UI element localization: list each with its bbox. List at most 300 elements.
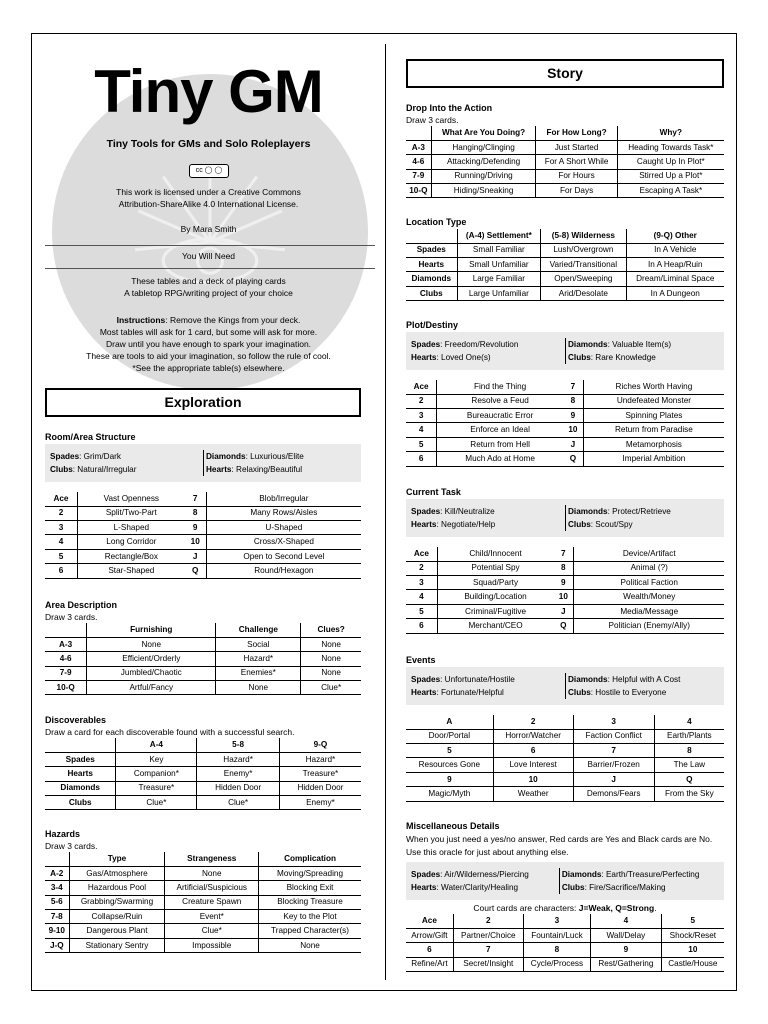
table-row <box>406 380 724 394</box>
table-row <box>45 549 361 563</box>
grid-cell: Fountain/Luck <box>523 928 590 942</box>
table-cell: Criminal/Fugitive <box>437 604 553 618</box>
table-cell: Heading Towards Task* <box>617 140 724 154</box>
grid-cell: Earth/Plants <box>654 729 724 743</box>
section-note: Draw 3 cards. <box>406 114 459 125</box>
room-structure-section <box>45 432 361 579</box>
table-cell: Spinning Plates <box>583 409 724 423</box>
table-cell: None <box>216 681 301 695</box>
row-key: 7 <box>563 380 583 394</box>
table-row <box>406 169 724 183</box>
table-cell: In A Dungeon <box>626 286 724 300</box>
table-cell: For Hours <box>536 169 617 183</box>
table-cell: Treasure* <box>279 767 361 781</box>
grid-cell: Arrow/Gift <box>406 928 453 942</box>
table-cell: Hidden Door <box>279 781 361 795</box>
table-cell: Return from Paradise <box>583 423 724 437</box>
grid-value-row <box>406 787 724 801</box>
area-description-section <box>45 600 361 695</box>
column-header: Complication <box>259 852 361 866</box>
table-row <box>45 781 361 795</box>
row-key: 4-6 <box>406 155 431 169</box>
table-cell: Companion* <box>116 767 197 781</box>
row-key: 7-9 <box>406 169 431 183</box>
table-row <box>45 938 361 952</box>
column-header: Why? <box>617 126 724 140</box>
table-row <box>45 535 361 549</box>
discoverables-section <box>45 715 361 810</box>
grid-cell: Shock/Reset <box>661 928 724 942</box>
table-cell: None <box>301 652 361 666</box>
table-cell: Stationary Sentry <box>69 938 165 952</box>
column-header: (A-4) Settlement* <box>457 229 541 243</box>
section-note: When you just need a yes/no answer, Red cards are Yes and Black cards are No. Use this oracle for just about anything else. <box>406 833 713 857</box>
card-key: 8 <box>654 744 724 758</box>
table-row <box>406 286 724 300</box>
table-cell: Hiding/Sneaking <box>431 184 536 198</box>
row-key: 10 <box>185 535 207 549</box>
table-cell: Stirred Up a Plot* <box>617 169 724 183</box>
table-cell: Dangerous Plant <box>69 924 165 938</box>
grid-cell: Love Interest <box>493 758 573 772</box>
row-key: 6 <box>406 619 437 633</box>
table-cell: U-Shaped <box>206 521 361 535</box>
need-heading: You Will Need <box>181 251 236 261</box>
card-key: 5 <box>661 914 724 928</box>
card-key: 5 <box>406 744 493 758</box>
table-cell: Impossible <box>165 938 259 952</box>
row-key: J <box>563 437 583 451</box>
table-cell: Open/Sweeping <box>541 272 626 286</box>
table-cell: None <box>165 866 259 880</box>
card-key: 7 <box>453 943 523 957</box>
table-cell: Collapse/Ruin <box>69 910 165 924</box>
grid-cell: The Law <box>654 758 724 772</box>
table-cell: Running/Driving <box>431 169 536 183</box>
sheet <box>31 33 737 991</box>
hazards-section <box>45 829 361 953</box>
grid-cell: Secret/Insight <box>453 957 523 971</box>
exploration-heading: Exploration <box>45 388 361 417</box>
section-note: Draw 3 cards. <box>45 840 98 851</box>
page-subtitle: Tiny Tools for GMs and Solo Roleplayers <box>106 138 311 150</box>
table-cell: None <box>87 637 216 651</box>
table-row <box>406 576 724 590</box>
row-key: 7-9 <box>45 666 87 680</box>
row-key: 3 <box>406 576 437 590</box>
column-header: 5-8 <box>197 738 279 752</box>
row-key: 4 <box>406 423 437 437</box>
suit-box: Spades: Freedom/Revolution Hearts: Loved One(s) Diamonds: Valuable Item(s) Clubs: Rare Knowledge <box>406 332 724 370</box>
row-key: 9 <box>563 409 583 423</box>
row-key: 7 <box>553 547 574 561</box>
section-title: Drop Into the Action <box>406 103 493 113</box>
column-header: Type <box>69 852 165 866</box>
table-cell: Bureaucratic Error <box>437 409 563 423</box>
row-key: 10-Q <box>45 681 87 695</box>
table-row <box>45 492 361 506</box>
row-key: 4-6 <box>45 652 87 666</box>
table-row <box>45 681 361 695</box>
action-table <box>406 126 724 198</box>
drop-into-action-section <box>406 103 724 198</box>
section-title: Current Task <box>406 487 461 497</box>
grid-value-row <box>406 928 724 942</box>
table-cell: Dream/Liminal Space <box>626 272 724 286</box>
table-row <box>406 140 724 154</box>
table-cell: Political Faction <box>574 576 724 590</box>
row-key: Diamonds <box>45 781 116 795</box>
row-key: 9-10 <box>45 924 69 938</box>
grid-key-row <box>406 943 724 957</box>
table-cell: Device/Artifact <box>574 547 724 561</box>
row-key: 2 <box>45 506 77 520</box>
page-title: Tiny GM <box>94 58 323 125</box>
row-key: 3-4 <box>45 881 69 895</box>
suit-box: Spades: Unfortunate/Hostile Hearts: Fortunate/Helpful Diamonds: Helpful with A Cost Clubs: Hostile to Everyone <box>406 667 724 705</box>
table-cell: Return from Hell <box>437 437 563 451</box>
table-row <box>406 590 724 604</box>
table-row <box>406 561 724 575</box>
table-cell: Wealth/Money <box>574 590 724 604</box>
right-column <box>385 34 738 990</box>
table-row <box>406 184 724 198</box>
row-key: Spades <box>45 752 116 766</box>
table-header-row <box>406 229 724 243</box>
row-key: 4 <box>45 535 77 549</box>
story-heading: Story <box>406 59 724 88</box>
card-key: 6 <box>493 744 573 758</box>
row-key: Q <box>185 564 207 578</box>
table-cell: Long Corridor <box>77 535 184 549</box>
grid-cell: Partner/Choice <box>453 928 523 942</box>
table-cell: None <box>301 637 361 651</box>
table-cell: Blob/Irregular <box>206 492 361 506</box>
card-key: 10 <box>493 772 573 786</box>
card-key: 9 <box>406 772 493 786</box>
current-task-section <box>406 487 724 634</box>
table-cell: Metamorphosis <box>583 437 724 451</box>
row-key: Spades <box>406 243 457 257</box>
row-key: 10 <box>553 590 574 604</box>
table-cell: Much Ado at Home <box>437 452 563 466</box>
hazards-table <box>45 852 361 953</box>
row-key: 6 <box>45 564 77 578</box>
row-key: Q <box>563 452 583 466</box>
table-cell: Jumbled/Chaotic <box>87 666 216 680</box>
misc-grid <box>406 914 724 972</box>
table-cell: Blocking Exit <box>259 881 361 895</box>
table-row <box>406 243 724 257</box>
column-header: Strangeness <box>165 852 259 866</box>
table-cell: Hazard* <box>197 752 279 766</box>
grid-cell: Door/Portal <box>406 729 493 743</box>
card-key: 9 <box>591 943 662 957</box>
grid-cell: Magic/Myth <box>406 787 493 801</box>
row-key: Hearts <box>45 767 116 781</box>
table-row <box>45 895 361 909</box>
table-cell: Caught Up In Plot* <box>617 155 724 169</box>
table-row <box>45 866 361 880</box>
card-key: 10 <box>661 943 724 957</box>
table-cell: Clue* <box>165 924 259 938</box>
table-cell: Clue* <box>197 796 279 810</box>
table-cell: Attacking/Defending <box>431 155 536 169</box>
table-row <box>406 394 724 408</box>
grid-value-row <box>406 729 724 743</box>
section-title: Miscellaneous Details <box>406 821 500 831</box>
table-cell: Round/Hexagon <box>206 564 361 578</box>
column-header: 9-Q <box>279 738 361 752</box>
table-cell: Just Started <box>536 140 617 154</box>
table-cell: Social <box>216 637 301 651</box>
table-row <box>406 604 724 618</box>
section-title: Area Description <box>45 600 118 610</box>
card-key: A <box>406 715 493 729</box>
events-grid <box>406 715 724 802</box>
creative-commons-badge[interactable]: cc ◯ ◯ <box>189 164 229 178</box>
section-note: Draw a card for each discoverable found with a successful search. <box>45 726 295 737</box>
card-key: 3 <box>523 914 590 928</box>
misc-details-section <box>406 821 724 972</box>
table-cell: Hidden Door <box>197 781 279 795</box>
grid-cell: Refine/Art <box>406 957 453 971</box>
suit-box: Spades: Grim/Dark Clubs: Natural/Irregular Diamonds: Luxurious/Elite Hearts: Relaxing/Beautiful <box>45 444 361 482</box>
table-cell: Squad/Party <box>437 576 553 590</box>
table-header-row <box>45 852 361 866</box>
row-key: 8 <box>563 394 583 408</box>
row-key: 7 <box>185 492 207 506</box>
table-row <box>45 564 361 578</box>
column-header: Challenge <box>216 623 301 637</box>
row-key: Ace <box>406 547 437 561</box>
column-header: Clues? <box>301 623 361 637</box>
column-header: Furnishing <box>87 623 216 637</box>
card-key: 2 <box>493 715 573 729</box>
table-cell: Enemies* <box>216 666 301 680</box>
card-key: J <box>573 772 654 786</box>
table-cell: In A Vehicle <box>626 243 724 257</box>
grid-cell: Cycle/Process <box>523 957 590 971</box>
grid-cell: Wall/Delay <box>591 928 662 942</box>
row-key: 7-8 <box>45 910 69 924</box>
table-cell: Hazardous Pool <box>69 881 165 895</box>
row-key: J <box>553 604 574 618</box>
table-cell: Artful/Fancy <box>87 681 216 695</box>
column-header: (5-8) Wilderness <box>541 229 626 243</box>
table-cell: Merchant/CEO <box>437 619 553 633</box>
column-header: What Are You Doing? <box>431 126 536 140</box>
card-key: Ace <box>406 914 453 928</box>
table-cell: L-Shaped <box>77 521 184 535</box>
instructions: Instructions: Remove the Kings from your deck. Most tables will ask for 1 card, but some will ask for more. Draw until you have enough to spark your imagination. These are tools to aid your imagination, so follow the rule of cool. *See the appropriate table(s) elsewhere. <box>86 315 331 373</box>
table-cell: Clue* <box>301 681 361 695</box>
row-key: A-3 <box>45 637 87 651</box>
table-cell: Child/Innocent <box>437 547 553 561</box>
table-row <box>406 258 724 272</box>
table-cell: Large Familiar <box>457 272 541 286</box>
row-key: J <box>185 549 207 563</box>
row-key: Clubs <box>406 286 457 300</box>
table-cell: Trapped Character(s) <box>259 924 361 938</box>
row-key: Clubs <box>45 796 116 810</box>
table-cell: Key to the Plot <box>259 910 361 924</box>
grid-cell: From the Sky <box>654 787 724 801</box>
grid-key-row <box>406 715 724 729</box>
column-header <box>45 852 69 866</box>
grid-value-row <box>406 957 724 971</box>
area-table <box>45 623 361 695</box>
row-key: 3 <box>406 409 437 423</box>
table-cell: Vast Openness <box>77 492 184 506</box>
table-cell: Event* <box>165 910 259 924</box>
section-title: Room/Area Structure <box>45 432 136 442</box>
card-key: 8 <box>523 943 590 957</box>
column-header <box>406 126 431 140</box>
column-header: For How Long? <box>536 126 617 140</box>
column-header <box>406 229 457 243</box>
grid-cell: Resources Gone <box>406 758 493 772</box>
column-header: (9-Q) Other <box>626 229 724 243</box>
divider-line <box>45 245 375 246</box>
row-key: 5 <box>45 549 77 563</box>
table-cell: Key <box>116 752 197 766</box>
table-header-row <box>45 623 361 637</box>
table-row <box>406 437 724 451</box>
table-cell: Animal (?) <box>574 561 724 575</box>
section-title: Location Type <box>406 217 467 227</box>
suit-box: Spades: Kill/Neutralize Hearts: Negotiate/Help Diamonds: Protect/Retrieve Clubs: Scout/Spy <box>406 499 724 537</box>
table-cell: Undefeated Monster <box>583 394 724 408</box>
table-cell: None <box>301 666 361 680</box>
grid-key-row <box>406 744 724 758</box>
column-header <box>45 738 116 752</box>
table-row <box>45 637 361 651</box>
row-key: Diamonds <box>406 272 457 286</box>
grid-value-row <box>406 758 724 772</box>
row-key: 3 <box>45 521 77 535</box>
table-row <box>45 767 361 781</box>
row-key: 4 <box>406 590 437 604</box>
table-header-row <box>406 126 724 140</box>
card-key: 4 <box>591 914 662 928</box>
row-key: 5 <box>406 604 437 618</box>
need-list: These tables and a deck of playing cards A tabletop RPG/writing project of your choice <box>124 276 293 298</box>
row-key: A-2 <box>45 866 69 880</box>
table-row <box>406 619 724 633</box>
table-cell: Rectangle/Box <box>77 549 184 563</box>
events-section <box>406 655 724 802</box>
row-key: Ace <box>45 492 77 506</box>
row-key: 2 <box>406 394 437 408</box>
table-row <box>45 666 361 680</box>
plot-table <box>406 380 724 467</box>
table-row <box>45 752 361 766</box>
plot-destiny-section <box>406 320 724 467</box>
author-credit: By Mara Smith <box>180 224 237 234</box>
table-header-row <box>45 738 361 752</box>
row-key: 5-6 <box>45 895 69 909</box>
grid-cell: Demons/Fears <box>573 787 654 801</box>
suit-box: Spades: Air/Wilderness/Piercing Hearts: Water/Clarity/Healing Diamonds: Earth/Treasure/Perfecting Clubs: Fire/Sacrifice/Making <box>406 862 724 900</box>
room-table <box>45 492 361 579</box>
table-cell: Split/Two-Part <box>77 506 184 520</box>
row-key: 9 <box>553 576 574 590</box>
row-key: 8 <box>185 506 207 520</box>
table-cell: Riches Worth Having <box>583 380 724 394</box>
row-key: 5 <box>406 437 437 451</box>
grid-cell: Barrier/Frozen <box>573 758 654 772</box>
table-cell: Moving/Spreading <box>259 866 361 880</box>
grid-key-row <box>406 914 724 928</box>
table-cell: Large Unfamiliar <box>457 286 541 300</box>
card-key: 7 <box>573 744 654 758</box>
table-cell: Enforce an Ideal <box>437 423 563 437</box>
divider-line <box>45 268 375 269</box>
table-row <box>406 452 724 466</box>
card-key: 3 <box>573 715 654 729</box>
table-cell: Imperial Ambition <box>583 452 724 466</box>
table-cell: Building/Location <box>437 590 553 604</box>
location-type-section <box>406 217 724 301</box>
row-key: Hearts <box>406 258 457 272</box>
row-key: Ace <box>406 380 437 394</box>
row-key: Q <box>553 619 574 633</box>
table-cell: Lush/Overgrown <box>541 243 626 257</box>
table-cell: Enemy* <box>197 767 279 781</box>
location-table <box>406 229 724 301</box>
table-row <box>45 881 361 895</box>
table-cell: Resolve a Feud <box>437 394 563 408</box>
table-cell: Small Familiar <box>457 243 541 257</box>
table-row <box>406 155 724 169</box>
table-cell: Grabbing/Swarming <box>69 895 165 909</box>
row-key: A-3 <box>406 140 431 154</box>
table-row <box>45 506 361 520</box>
table-cell: Many Rows/Aisles <box>206 506 361 520</box>
row-key: 9 <box>185 521 207 535</box>
table-cell: Cross/X-Shaped <box>206 535 361 549</box>
table-row <box>406 547 724 561</box>
task-table <box>406 547 724 634</box>
section-title: Events <box>406 655 436 665</box>
grid-cell: Weather <box>493 787 573 801</box>
table-cell: Hazard* <box>216 652 301 666</box>
table-row <box>45 521 361 535</box>
left-column <box>32 34 385 990</box>
card-key: 6 <box>406 943 453 957</box>
table-cell: Enemy* <box>279 796 361 810</box>
section-title: Hazards <box>45 829 81 839</box>
grid-cell: Rest/Gathering <box>591 957 662 971</box>
court-cards-note: Court cards are characters: J=Weak, Q=Strong. <box>473 902 657 913</box>
row-key: 6 <box>406 452 437 466</box>
section-note: Draw 3 cards. <box>45 611 98 622</box>
table-cell: Efficient/Orderly <box>87 652 216 666</box>
table-row <box>45 924 361 938</box>
section-title: Discoverables <box>45 715 107 725</box>
table-cell: For Days <box>536 184 617 198</box>
table-cell: Hazard* <box>279 752 361 766</box>
license-text: This work is licensed under a Creative Commons Attribution-ShareAlike 4.0 International License. <box>116 187 301 209</box>
table-row <box>45 796 361 810</box>
section-title: Plot/Destiny <box>406 320 459 330</box>
table-cell: Varied/Transitional <box>541 258 626 272</box>
grid-key-row <box>406 772 724 786</box>
grid-cell: Castle/House <box>661 957 724 971</box>
table-row <box>406 409 724 423</box>
table-cell: Blocking Treasure <box>259 895 361 909</box>
